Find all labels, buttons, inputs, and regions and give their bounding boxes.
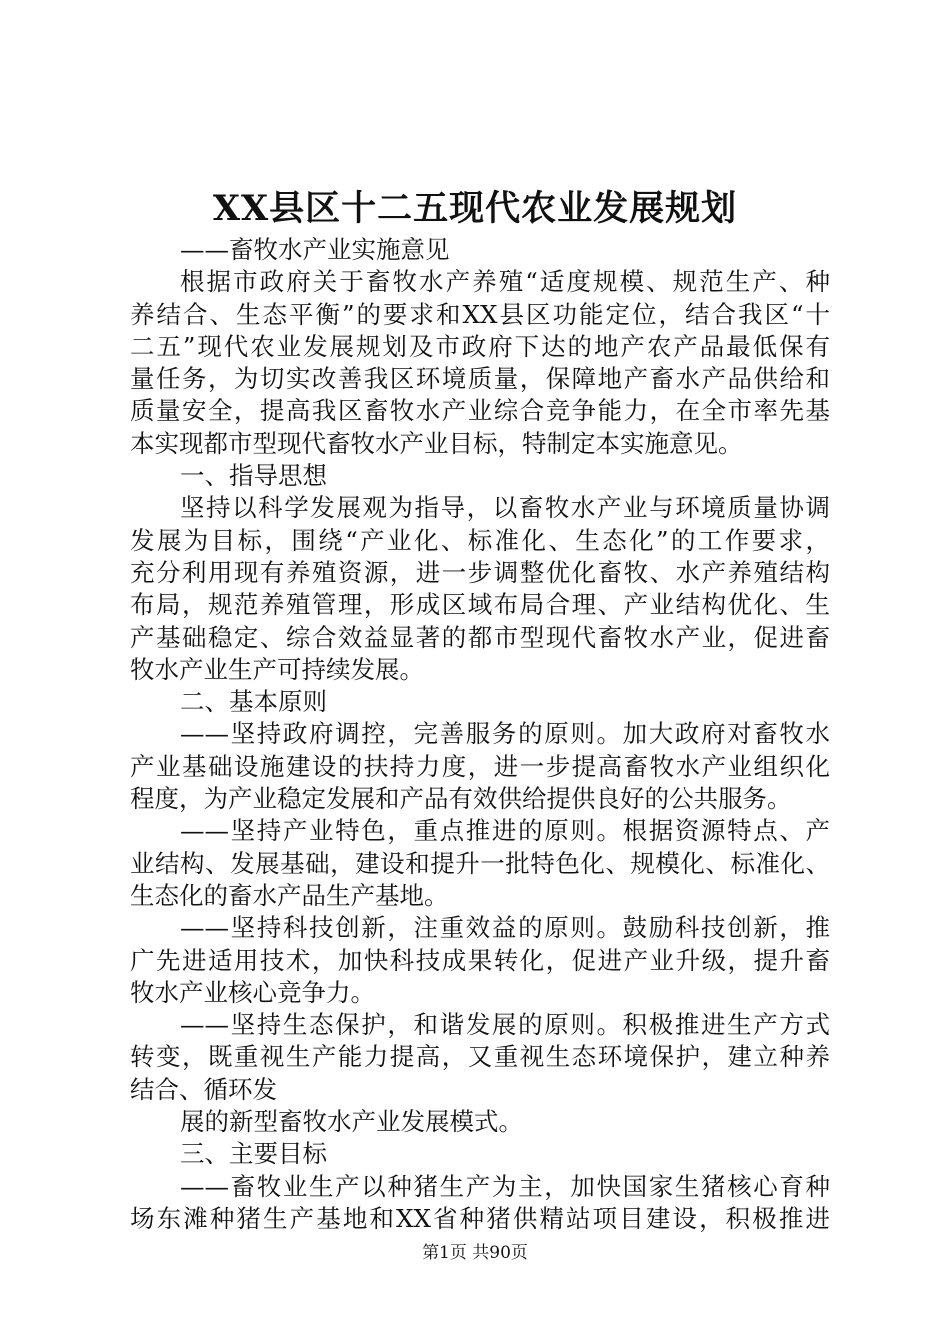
- body-line: 养结合、生态平衡”的要求和XX县区功能定位，结合我区“十: [130, 299, 830, 329]
- body-line: 根据市政府关于畜牧水产养殖“适度规模、规范生产、种: [180, 267, 830, 297]
- body-line: 三、主要目标: [180, 1139, 327, 1169]
- body-line: 展的新型畜牧水产业发展模式。: [180, 1107, 523, 1137]
- document-title: XX县区十二五现代农业发展规划: [212, 188, 738, 229]
- body-line: 质量安全，提高我区畜牧水产业综合竞争能力，在全市率先基: [130, 396, 830, 426]
- body-line: 充分利用现有养殖资源，进一步调整优化畜牧、水产养殖结构: [130, 557, 830, 587]
- body-line: ——畜牧业生产以种猪生产为主，加快国家生猪核心育种: [180, 1171, 830, 1201]
- body-line: ——坚持生态保护，和谐发展的原则。积极推进生产方式: [180, 1010, 830, 1040]
- body-line: 牧水产业核心竞争力。: [130, 977, 375, 1007]
- body-line: 牧水产业生产可持续发展。: [130, 654, 424, 684]
- body-line: 场东滩种猪生产基地和XX省种猪供精站项目建设，积极推进: [130, 1203, 830, 1233]
- body-line: ——坚持科技创新，注重效益的原则。鼓励科技创新，推: [180, 913, 830, 943]
- body-line: 本实现都市型现代畜牧水产业目标，特制定本实施意见。: [130, 428, 743, 458]
- body-line: ——畜牧水产业实施意见: [180, 235, 450, 264]
- body-line: 坚持以科学发展观为指导，以畜牧水产业与环境质量协调: [180, 493, 830, 523]
- body-line: 产业基础设施建设的扶持力度，进一步提高畜牧水产业组织化: [130, 751, 830, 781]
- body-line: 发展为目标，围绕“产业化、标准化、生态化”的工作要求，: [130, 525, 830, 555]
- body-line: ——坚持政府调控，完善服务的原则。加大政府对畜牧水: [180, 719, 830, 749]
- document-body: [130, 234, 830, 1235]
- body-line: 业结构、发展基础，建设和提升一批特色化、规模化、标准化、: [130, 848, 830, 878]
- body-line: 结合、循环发: [130, 1074, 277, 1104]
- page-number-footer: 第1页 共90页: [422, 1243, 528, 1263]
- body-line: 产基础稳定、综合效益显著的都市型现代畜牧水产业，促进畜: [130, 622, 830, 652]
- body-line: 二、基本原则: [180, 687, 327, 717]
- body-line: 一、指导思想: [180, 461, 327, 491]
- body-line: 二五”现代农业发展规划及市政府下达的地产农产品最低保有: [130, 331, 830, 361]
- body-line: ——坚持产业特色，重点推进的原则。根据资源特点、产: [180, 816, 830, 846]
- body-line: 量任务，为切实改善我区环境质量，保障地产畜水产品供给和: [130, 364, 830, 394]
- body-line: 布局，规范养殖管理，形成区域布局合理、产业结构优化、生: [130, 590, 830, 620]
- body-line: 生态化的畜水产品生产基地。: [130, 880, 449, 910]
- body-line: 转变，既重视生产能力提高，又重视生态环境保护，建立种养: [130, 1042, 830, 1072]
- body-line: 程度，为产业稳定发展和产品有效供给提供良好的公共服务。: [130, 784, 792, 814]
- body-line: 广先进适用技术，加快科技成果转化，促进产业升级，提升畜: [130, 945, 830, 975]
